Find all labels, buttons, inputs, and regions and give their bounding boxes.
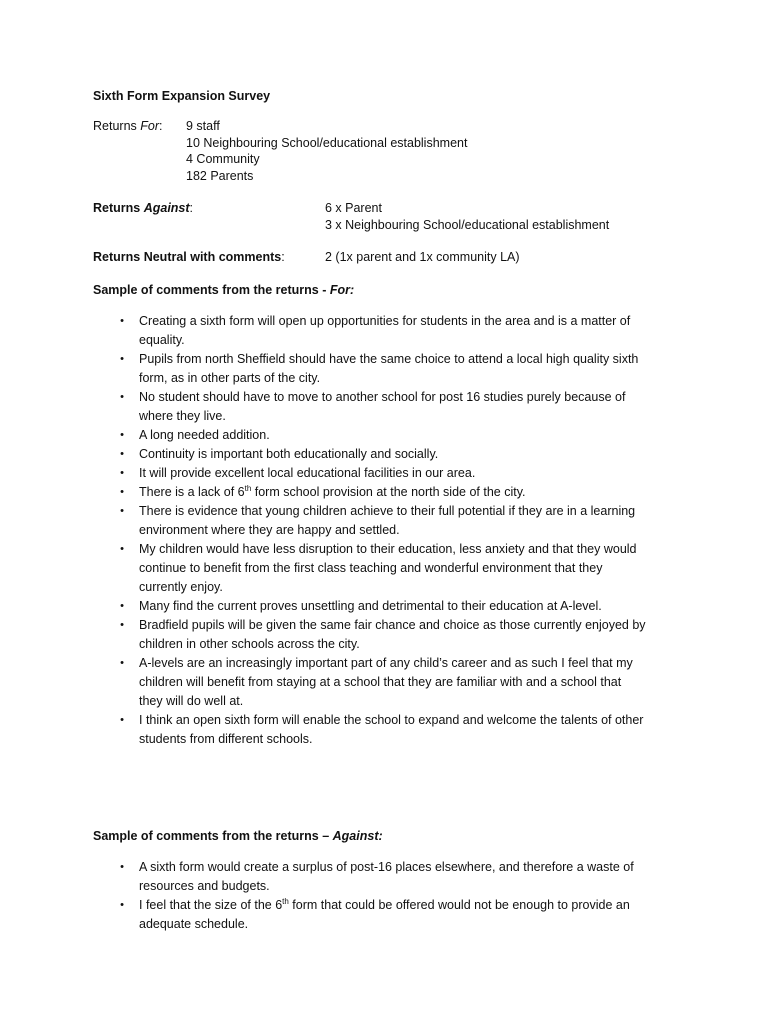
comment-line: equality. bbox=[139, 333, 185, 347]
bullet-icon: • bbox=[120, 619, 124, 631]
comment-for-item bbox=[117, 426, 687, 445]
comment-line: I think an open sixth form will enable the school to expand and welcome the talents of other bbox=[139, 713, 644, 727]
comments-against-heading-emph: Against: bbox=[332, 829, 383, 843]
bullet-icon: • bbox=[120, 657, 124, 669]
comment-line: A-levels are an increasingly important part of any child’s career and as such I feel that my bbox=[139, 656, 633, 670]
comment-for-item bbox=[117, 711, 687, 749]
comment-line: Continuity is important both educationally and socially. bbox=[139, 447, 439, 461]
comment-line: There is evidence that young children achieve to their full potential if they are in a learning bbox=[139, 504, 636, 518]
comments-for-heading bbox=[93, 282, 354, 298]
comment-for-item bbox=[117, 483, 687, 502]
comment-against-item bbox=[117, 896, 687, 934]
returns-against-label-suffix: : bbox=[189, 201, 194, 215]
comment-for-item bbox=[117, 464, 687, 483]
bullet-icon: • bbox=[120, 315, 124, 327]
returns-for-label-emph: For bbox=[140, 119, 159, 133]
comment-line: A sixth form would create a surplus of post-16 places elsewhere, and therefore a waste of bbox=[139, 860, 634, 874]
bullet-icon: • bbox=[120, 899, 124, 911]
comment-line bbox=[139, 483, 687, 502]
bullet-icon: • bbox=[120, 543, 124, 555]
returns-neutral-label-text: Returns Neutral with comments bbox=[93, 250, 282, 264]
comment-for-item bbox=[117, 502, 687, 540]
returns-neutral-label bbox=[93, 249, 285, 265]
comment-for-item bbox=[117, 654, 687, 711]
comment-line: they will do well at. bbox=[139, 694, 244, 708]
comment-line: students from different schools. bbox=[139, 732, 313, 746]
comment-line: Pupils from north Sheffield should have the same choice to attend a local high quality sixth bbox=[139, 352, 639, 366]
comment-line: form, as in other parts of the city. bbox=[139, 371, 321, 385]
comment-for-item bbox=[117, 616, 687, 654]
bullet-icon: • bbox=[120, 448, 124, 460]
comment-for-item bbox=[117, 540, 687, 597]
returns-neutral-value: 2 (1x parent and 1x community LA) bbox=[325, 250, 520, 264]
comments-against-list bbox=[117, 858, 687, 934]
bullet-icon: • bbox=[120, 486, 124, 498]
ordinal-suffix: th bbox=[282, 896, 289, 906]
comments-for-list bbox=[117, 312, 687, 749]
comment-text: There is a lack of 6 bbox=[139, 485, 245, 499]
returns-for-label-prefix: Returns bbox=[93, 119, 141, 133]
bullet-icon: • bbox=[120, 391, 124, 403]
returns-against-label bbox=[93, 200, 193, 216]
comment-line: A long needed addition. bbox=[139, 428, 270, 442]
comment-line: My children would have less disruption to their education, less anxiety and that they would bbox=[139, 542, 637, 556]
returns-against-item: 3 x Neighbouring School/educational establishment bbox=[325, 217, 610, 232]
ordinal-suffix: th bbox=[244, 483, 252, 493]
comments-for-heading-emph: For: bbox=[329, 283, 355, 297]
comment-line: environment where they are happy and settled. bbox=[139, 523, 400, 537]
returns-against-item: 6 x Parent bbox=[325, 201, 382, 215]
comment-text: I feel that the size of the 6 bbox=[139, 898, 283, 912]
comment-line: adequate schedule. bbox=[139, 917, 249, 931]
bullet-icon: • bbox=[120, 505, 124, 517]
returns-for-item: 182 Parents bbox=[186, 168, 254, 183]
comments-against-heading bbox=[93, 828, 383, 844]
comment-line: continue to benefit from the first class teaching and wonderful environment that they bbox=[139, 561, 603, 575]
returns-for-list bbox=[186, 118, 467, 184]
comment-for-item bbox=[117, 445, 687, 464]
comment-line bbox=[139, 896, 687, 915]
bullet-icon: • bbox=[120, 714, 124, 726]
returns-neutral-label-suffix: : bbox=[281, 250, 285, 264]
bullet-icon: • bbox=[120, 467, 124, 479]
comment-line: children in other schools across the city. bbox=[139, 637, 360, 651]
bullet-icon: • bbox=[120, 429, 124, 441]
comment-line: resources and budgets. bbox=[139, 879, 270, 893]
comment-for-item bbox=[117, 350, 687, 388]
bullet-icon: • bbox=[120, 600, 124, 612]
comment-line: where they live. bbox=[139, 409, 226, 423]
returns-for-label-suffix: : bbox=[159, 119, 163, 133]
returns-for-label bbox=[93, 118, 162, 134]
comments-for-heading-prefix: Sample of comments from the returns - bbox=[93, 283, 330, 297]
comment-line: It will provide excellent local educational facilities in our area. bbox=[139, 466, 476, 480]
document-title: Sixth Form Expansion Survey bbox=[93, 89, 271, 103]
bullet-icon: • bbox=[120, 861, 124, 873]
comment-against-item bbox=[117, 858, 687, 896]
bullet-icon: • bbox=[120, 353, 124, 365]
comments-against-heading-prefix: Sample of comments from the returns – bbox=[93, 829, 333, 843]
comment-for-item bbox=[117, 388, 687, 426]
returns-for-item: 10 Neighbouring School/educational establishment bbox=[186, 135, 468, 150]
comment-for-item bbox=[117, 312, 687, 350]
comment-line: Many find the current proves unsettling and detrimental to their education at A-level. bbox=[139, 599, 602, 613]
returns-against-list bbox=[325, 200, 609, 233]
returns-for-item: 4 Community bbox=[186, 152, 260, 166]
returns-for-item: 9 staff bbox=[186, 119, 220, 133]
comment-line: currently enjoy. bbox=[139, 580, 223, 594]
comment-line: Creating a sixth form will open up opportunities for students in the area and is a matter of bbox=[139, 314, 631, 328]
comment-text: form school provision at the north side of the city. bbox=[251, 485, 526, 499]
comment-for-item bbox=[117, 597, 687, 616]
returns-against-label-emph: Against bbox=[143, 201, 190, 215]
comment-line: children will benefit from staying at a school that they are familiar with and a school that bbox=[139, 675, 622, 689]
returns-against-label-prefix: Returns bbox=[93, 201, 144, 215]
comment-line: Bradfield pupils will be given the same fair chance and choice as those currently enjoyed by bbox=[139, 618, 646, 632]
comment-text: form that could be offered would not be enough to provide an bbox=[288, 898, 630, 912]
comment-line: No student should have to move to another school for post 16 studies purely because of bbox=[139, 390, 626, 404]
